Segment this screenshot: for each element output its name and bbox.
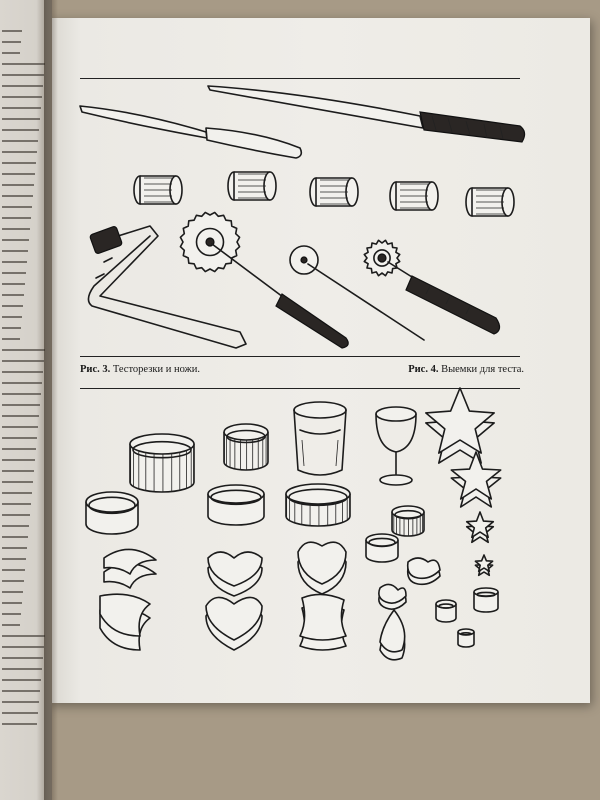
plain-round-cutter-icon (208, 485, 264, 525)
figure-3-text: Тесторезки и ножи. (112, 364, 201, 375)
roller-cutter-icon (134, 176, 182, 204)
fluted-round-cutter-icon (224, 424, 268, 470)
star-cutter-icon (451, 452, 500, 507)
crescent-cutter-icon (104, 549, 156, 588)
flower-cutter-icon (379, 584, 406, 609)
plain-round-cutter-icon (436, 600, 456, 622)
roller-cutter-icon (390, 182, 438, 210)
heart-cutter-icon (206, 597, 262, 650)
fluted-round-cutter-icon (130, 434, 194, 492)
wine-glass-icon (376, 407, 416, 485)
figure-3-label: Рис. 3. (80, 364, 111, 375)
fluted-pastry-wheel-icon (180, 212, 348, 348)
star-cutter-icon (467, 512, 494, 542)
crescent-cutter-icon (100, 594, 150, 650)
large-knife-icon (208, 86, 525, 142)
table-knife-icon (80, 106, 301, 158)
star-cutter-icon (475, 555, 492, 575)
fluted-wheel-handle-icon (364, 240, 499, 334)
flower-cutter-icon (208, 552, 262, 596)
plain-round-cutter-icon (366, 534, 398, 562)
plain-round-cutter-icon (474, 588, 498, 612)
fluted-round-cutter-icon (392, 506, 424, 536)
club-cutter-icon (298, 542, 346, 594)
figure-3-caption (80, 364, 200, 375)
flower-cutter-icon (408, 558, 440, 584)
roller-cutter-icon (310, 178, 358, 206)
star-cutter-icon (426, 388, 494, 463)
plain-round-cutter-icon (458, 629, 474, 647)
fluted-round-cutter-icon (286, 484, 350, 526)
roller-cutter-icon (466, 188, 514, 216)
crescent-cutter-icon (300, 594, 346, 650)
roller-cutter-icon (228, 172, 276, 200)
teardrop-cutter-icon (380, 610, 405, 660)
plain-round-cutter-icon (86, 492, 138, 534)
figure-4-text: Выемки для теста. (441, 364, 524, 375)
figure-4-caption (408, 364, 524, 375)
drinking-glass-icon (294, 402, 346, 475)
figure-4-label: Рис. 4. (408, 364, 439, 375)
